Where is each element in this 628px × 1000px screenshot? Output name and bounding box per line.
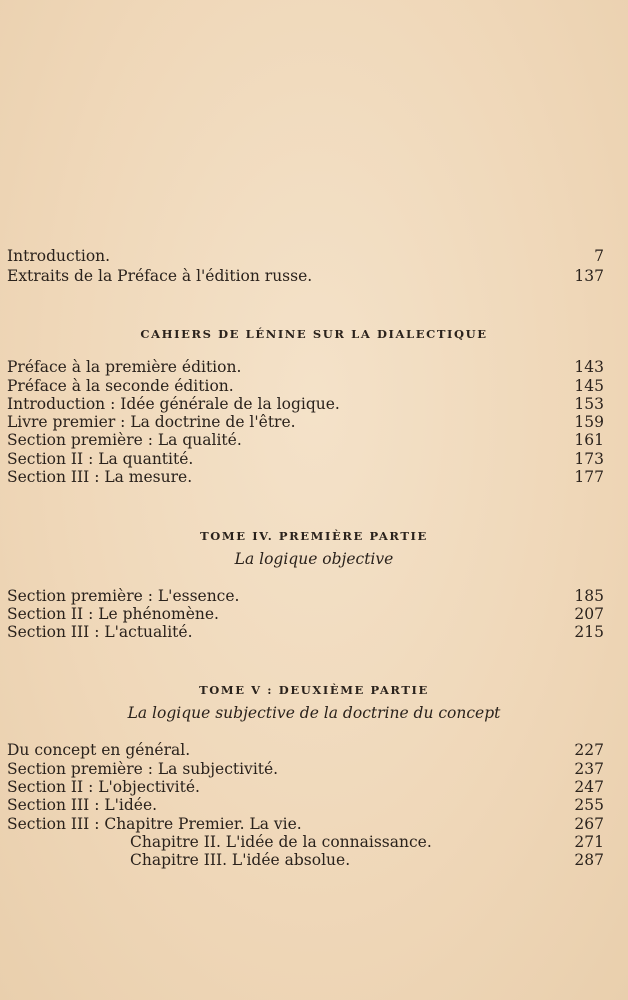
toc-entry-label: Section III : L'idée. xyxy=(7,796,158,814)
toc-entry-page: 137 xyxy=(574,267,604,285)
toc-entry xyxy=(7,833,604,852)
toc-entry xyxy=(7,377,604,396)
toc-entry-label: Section III : Chapitre Premier. La vie. xyxy=(7,815,302,833)
toc-entry-page: 247 xyxy=(574,778,604,796)
toc-entry-page: 143 xyxy=(574,358,604,376)
toc-entry xyxy=(7,431,604,450)
toc-entry-page: 159 xyxy=(574,413,604,431)
toc-entry-label: Section III : La mesure. xyxy=(7,468,193,486)
section-subtitle: La logique subjective de la doctrine du concept xyxy=(127,704,501,722)
toc-entry-label: Section première : L'essence. xyxy=(7,587,240,605)
toc-entry-label: Introduction : Idée générale de la logique. xyxy=(7,395,340,413)
toc-entry-page: 237 xyxy=(574,760,604,778)
toc-entry xyxy=(7,605,604,624)
toc-entry-label: Section II : Le phénomène. xyxy=(7,605,219,623)
toc-entry-page: 227 xyxy=(574,741,604,759)
toc-entry-page: 153 xyxy=(574,395,604,413)
toc-entry-label: Chapitre II. L'idée de la connaissance. xyxy=(130,833,432,851)
section-heading: TOME IV. PREMIÈRE PARTIE xyxy=(200,529,428,543)
toc-entry-label: Préface à la première édition. xyxy=(7,358,242,376)
toc-entry-page: 271 xyxy=(574,833,604,851)
toc-entry-page: 267 xyxy=(574,815,604,833)
toc-entry xyxy=(7,247,604,266)
toc-entry-label: Préface à la seconde édition. xyxy=(7,377,234,395)
toc-entry xyxy=(7,778,604,797)
section-heading: CAHIERS DE LÉNINE SUR LA DIALECTIQUE xyxy=(140,327,488,341)
toc-entry-page: 255 xyxy=(574,796,604,814)
toc-entry xyxy=(7,815,604,834)
toc-entry xyxy=(7,760,604,779)
toc-entry-label: Extraits de la Préface à l'édition russe. xyxy=(7,267,313,285)
toc-entry-label: Section première : La qualité. xyxy=(7,431,242,449)
toc-entry-page: 215 xyxy=(574,623,604,641)
toc-entry-label: Section III : L'actualité. xyxy=(7,623,193,641)
toc-entry-page: 207 xyxy=(574,605,604,623)
toc-entry-page: 7 xyxy=(594,247,604,265)
toc-entry-label: Section II : L'objectivité. xyxy=(7,778,200,796)
section-subtitle: La logique objective xyxy=(234,550,394,568)
toc-entry-page: 173 xyxy=(574,450,604,468)
toc-entry xyxy=(7,413,604,432)
toc-entry xyxy=(7,851,604,870)
toc-entry xyxy=(7,395,604,414)
toc-entry-label: Du concept en général. xyxy=(7,741,191,759)
toc-entry-label: Section II : La quantité. xyxy=(7,450,194,468)
toc-entry-page: 185 xyxy=(574,587,604,605)
toc-entry xyxy=(7,623,604,642)
toc-entry-label: Section première : La subjectivité. xyxy=(7,760,279,778)
toc-entry-page: 145 xyxy=(574,377,604,395)
toc-entry-label: Introduction. xyxy=(7,247,111,265)
toc-entry xyxy=(7,358,604,377)
toc-entry xyxy=(7,267,604,286)
toc-entry-page: 177 xyxy=(574,468,604,486)
toc-entry-page: 161 xyxy=(574,431,604,449)
toc-entry-page: 287 xyxy=(574,851,604,869)
toc-entry-label: Livre premier : La doctrine de l'être. xyxy=(7,413,296,431)
toc-entry xyxy=(7,796,604,815)
toc-entry xyxy=(7,450,604,469)
toc-entry-label: Chapitre III. L'idée absolue. xyxy=(130,851,351,869)
toc-entry xyxy=(7,741,604,760)
toc-entry xyxy=(7,587,604,606)
section-heading: TOME V : DEUXIÈME PARTIE xyxy=(199,683,429,697)
toc-entry xyxy=(7,468,604,487)
